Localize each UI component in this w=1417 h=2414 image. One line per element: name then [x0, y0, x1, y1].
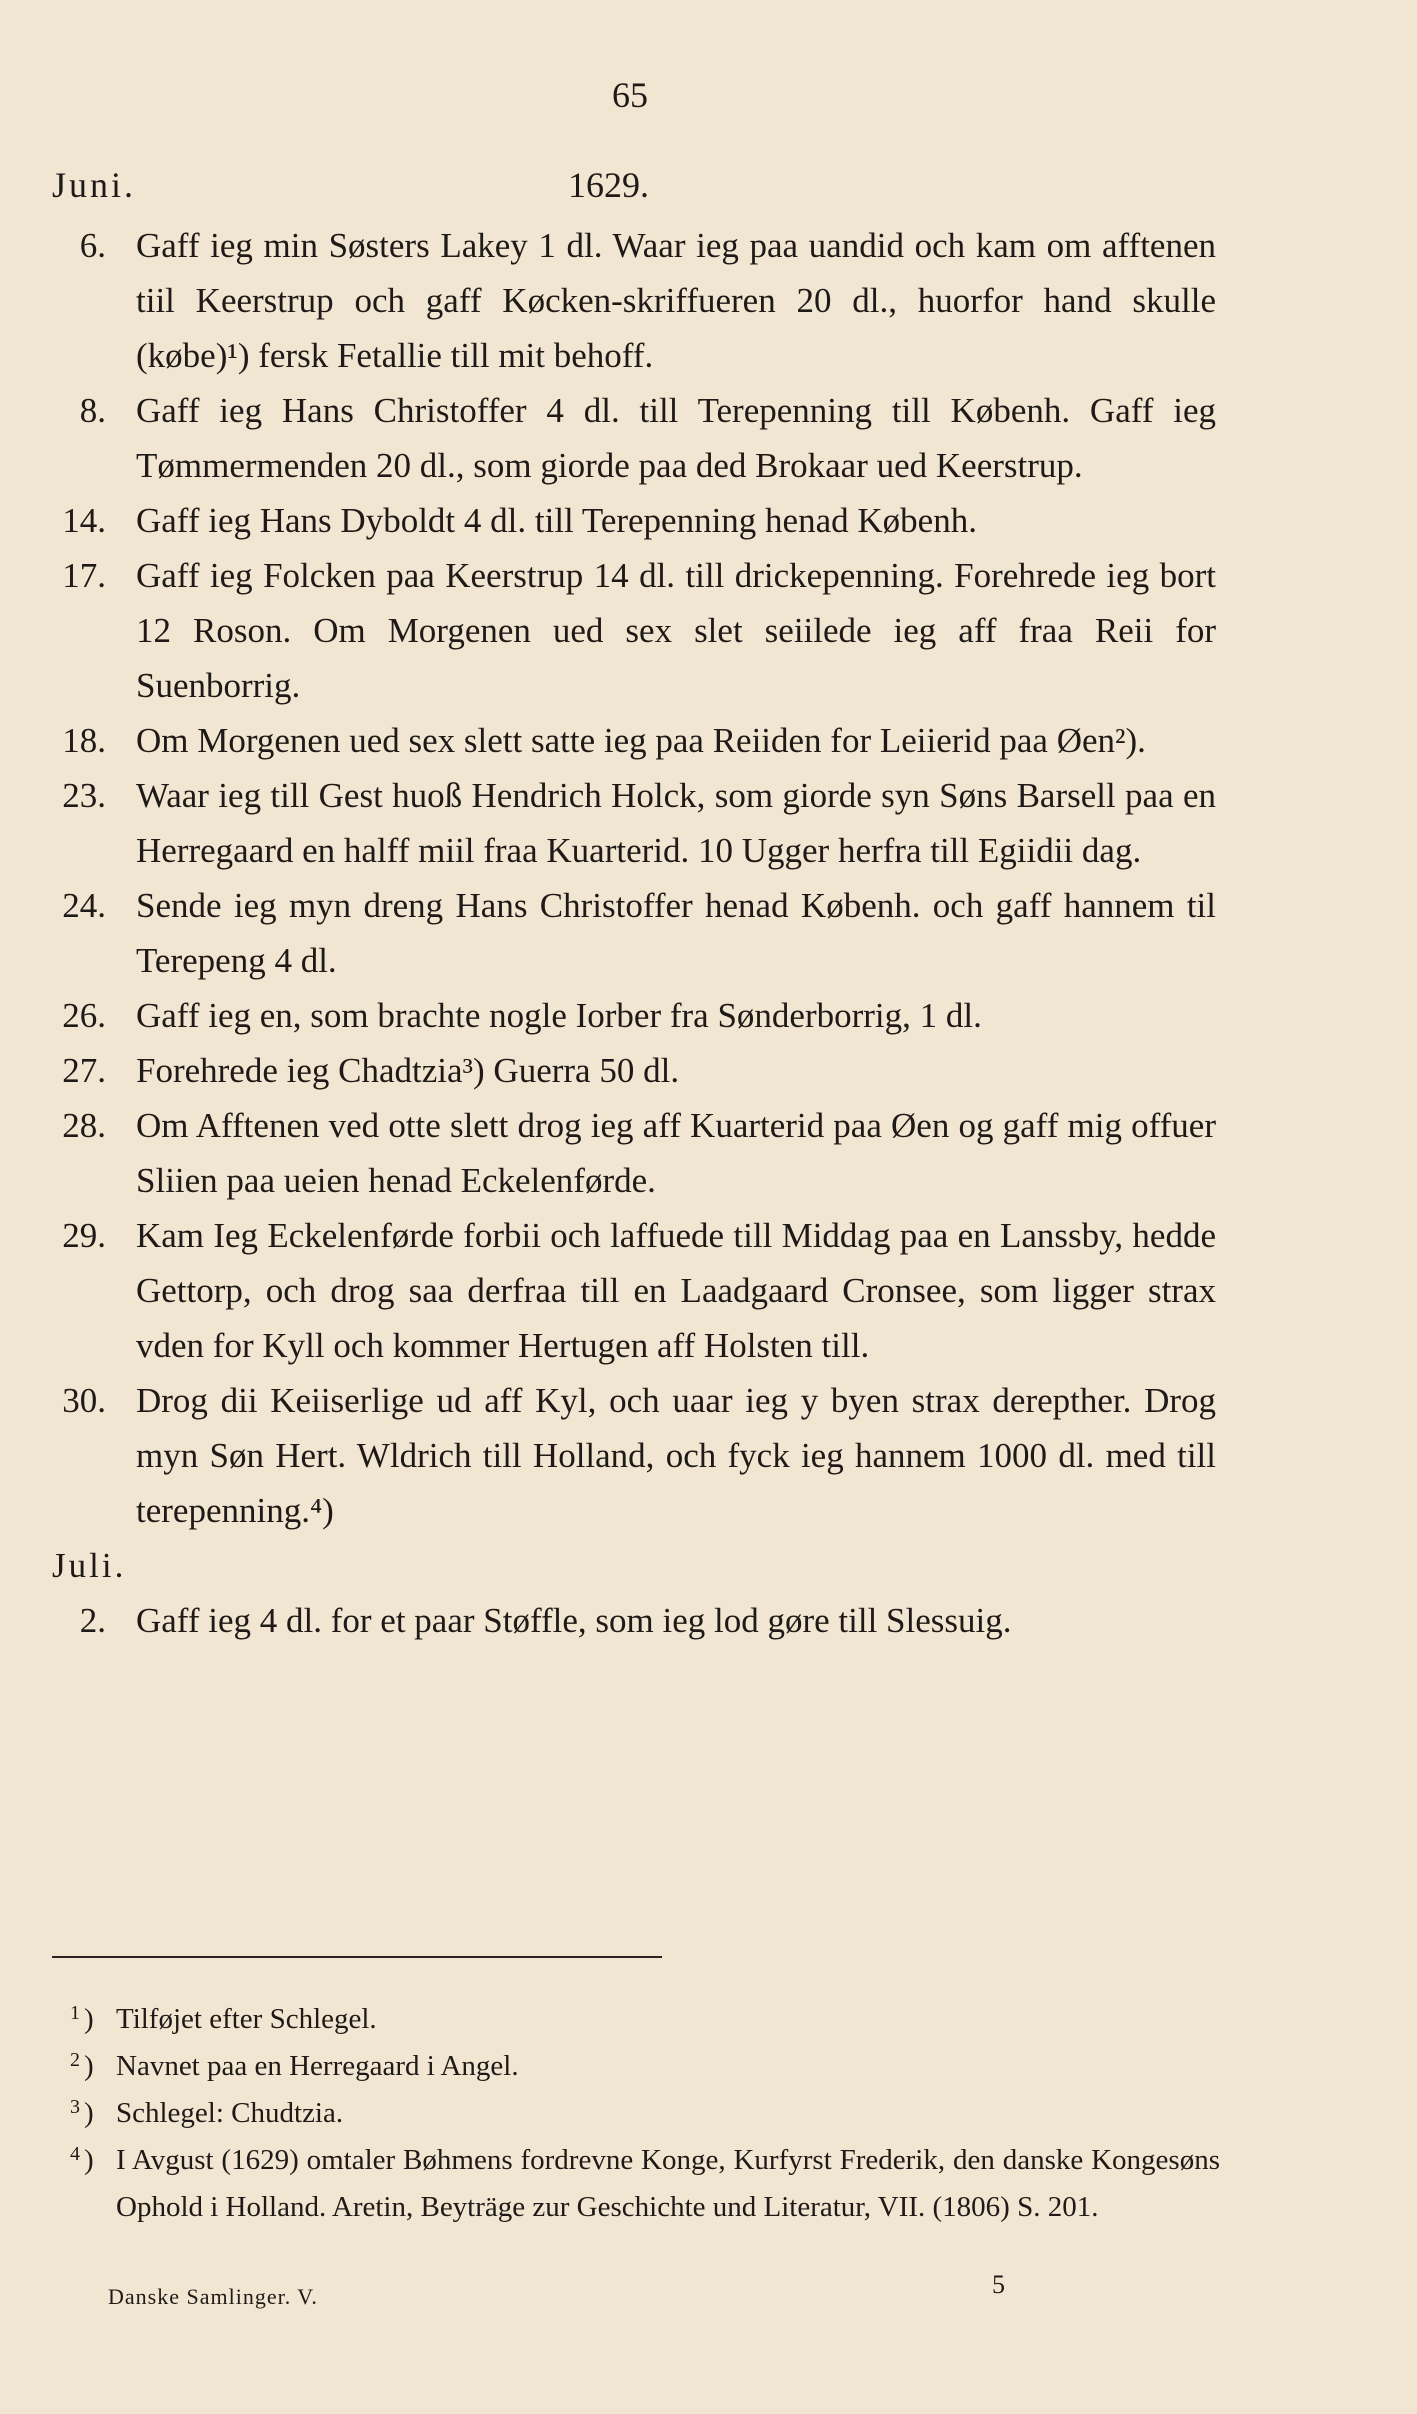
entry-text: Gaff ieg min Søsters Lakey 1 dl. Waar ieg paa uandid och kam om afftenen tiil Keerstrup och gaff Køcken-skriffueren 20 dl., huorfor hand skulle (købe)¹) fersk Fetallie till mit behoff.: [136, 226, 1216, 375]
entry-text: Sende ieg myn dreng Hans Christoffer henad Københ. och gaff hannem til Terepeng 4 dl.: [136, 886, 1216, 980]
diary-entry: [0, 1098, 1417, 1208]
month-heading-july: Juli.: [52, 1546, 127, 1585]
entry-day: 8.: [79, 391, 106, 430]
entry-text: Om Morgenen ued sex slett satte ieg paa Reiiden for Leiierid paa Øen²).: [136, 721, 1146, 760]
entry-day: 24.: [62, 886, 106, 925]
diary-entry: [0, 218, 1417, 383]
footnote-text: I Avgust (1629) omtaler Bøhmens fordrevne Konge, Kurfyrst Frederik, den danske Kongesøns Ophold i Holland. Aretin, Beyträge zur Geschichte und Literatur, VII. (1806) S. 201.: [116, 2144, 1220, 2223]
diary-entry: [0, 768, 1417, 878]
diary-entry: [0, 878, 1417, 988]
page-number: 65: [612, 75, 648, 115]
entry-day: 14.: [62, 501, 106, 540]
diary-entry: [0, 1593, 1417, 1648]
signature-mark: Danske Samlinger. V.: [108, 2284, 318, 2309]
entry-text: Om Afftenen ved otte slett drog ieg aff Kuarterid paa Øen og gaff mig offuer Sliien paa ueien henad Eckelenførde.: [136, 1106, 1216, 1200]
footnote: 1 ) Tilføjet efter Schlegel.: [70, 1996, 1220, 2043]
diary-entry: [0, 1373, 1417, 1538]
entry-day: 26.: [62, 996, 106, 1035]
entry-text: Gaff ieg en, som brachte nogle Iorber fra Sønderborrig, 1 dl.: [136, 996, 982, 1035]
footnote-mark: 3: [70, 2096, 80, 2118]
footnote: 4 ) I Avgust (1629) omtaler Bøhmens fordrevne Konge, Kurfyrst Frederik, den danske Kongesøns Ophold i Holland. Aretin, Beyträge zur Geschichte und Literatur, VII. (1806) S. 201.: [70, 2137, 1220, 2231]
entry-text: Gaff ieg Folcken paa Keerstrup 14 dl. till drickepenning. Forehrede ieg bort 12 Roson. Om Morgenen ued sex slet seiilede ieg aff fraa Reii for Suenborrig.: [136, 556, 1216, 705]
footnote: 2 ) Navnet paa en Herregaard i Angel.: [70, 2043, 1220, 2090]
footnote-text: Schlegel: Chudtzia.: [116, 2097, 344, 2129]
footnote-mark: 1: [70, 2002, 80, 2024]
footnote-divider: [52, 1956, 662, 1958]
diary-entry: [0, 988, 1417, 1043]
footnote-mark: 2: [70, 2049, 80, 2071]
month-row-july: [0, 1538, 1417, 1593]
entry-text: Forehrede ieg Chadtzia³) Guerra 50 dl.: [136, 1051, 680, 1090]
footnote: 3 ) Schlegel: Chudtzia.: [70, 2090, 1220, 2137]
footnote-text: Navnet paa en Herregaard i Angel.: [116, 2050, 519, 2082]
entry-day: 29.: [62, 1216, 106, 1255]
entry-day: 28.: [62, 1106, 106, 1145]
entry-text: Kam Ieg Eckelenførde forbii och laffuede till Middag paa en Lanssby, hedde Gettorp, och drog saa derfraa till en Laadgaard Cronsee, som ligger strax vden for Kyll och kommer Hertugen aff Holsten till.: [136, 1216, 1216, 1365]
diary-entry: [0, 713, 1417, 768]
entry-day: 30.: [62, 1381, 106, 1420]
entry-day: 17.: [62, 556, 106, 595]
entry-text: Gaff ieg 4 dl. for et paar Støffle, som ieg lod gøre till Slessuig.: [136, 1601, 1012, 1640]
entry-text: Waar ieg till Gest huoß Hendrich Holck, som giorde syn Søns Barsell paa en Herregaard en halff miil fraa Kuarterid. 10 Ugger herfra till Egiidii dag.: [136, 776, 1216, 870]
diary-entry: [0, 1043, 1417, 1098]
entry-day: 2.: [79, 1601, 106, 1640]
entry-day: 18.: [62, 721, 106, 760]
year-heading: 1629.: [568, 165, 649, 205]
footnote-text: Tilføjet efter Schlegel.: [116, 2003, 377, 2035]
entry-text: Gaff ieg Hans Christoffer 4 dl. till Terepenning till Københ. Gaff ieg Tømmermenden 20 dl., som giorde paa ded Brokaar ued Keerstrup.: [136, 391, 1216, 485]
signature-number: 5: [992, 2270, 1005, 2299]
entry-day: 23.: [62, 776, 106, 815]
diary-entry: [0, 493, 1417, 548]
month-heading-june: Juni.: [52, 165, 137, 205]
entry-text: Drog dii Keiiserlige ud aff Kyl, och uaar ieg y byen strax derepther. Drog myn Søn Hert. Wldrich till Holland, och fyck ieg hannem 1000 dl. med till terepenning.⁴): [136, 1381, 1216, 1530]
diary-entries: [0, 218, 1417, 1648]
entry-day: 6.: [79, 226, 106, 265]
diary-entry: [0, 383, 1417, 493]
footnote-mark: 4: [70, 2143, 80, 2165]
diary-entry: [0, 1208, 1417, 1373]
footnotes: [70, 1996, 1220, 2231]
entry-text: Gaff ieg Hans Dyboldt 4 dl. till Terepenning henad Københ.: [136, 501, 977, 540]
entry-day: 27.: [62, 1051, 106, 1090]
diary-entry: [0, 548, 1417, 713]
